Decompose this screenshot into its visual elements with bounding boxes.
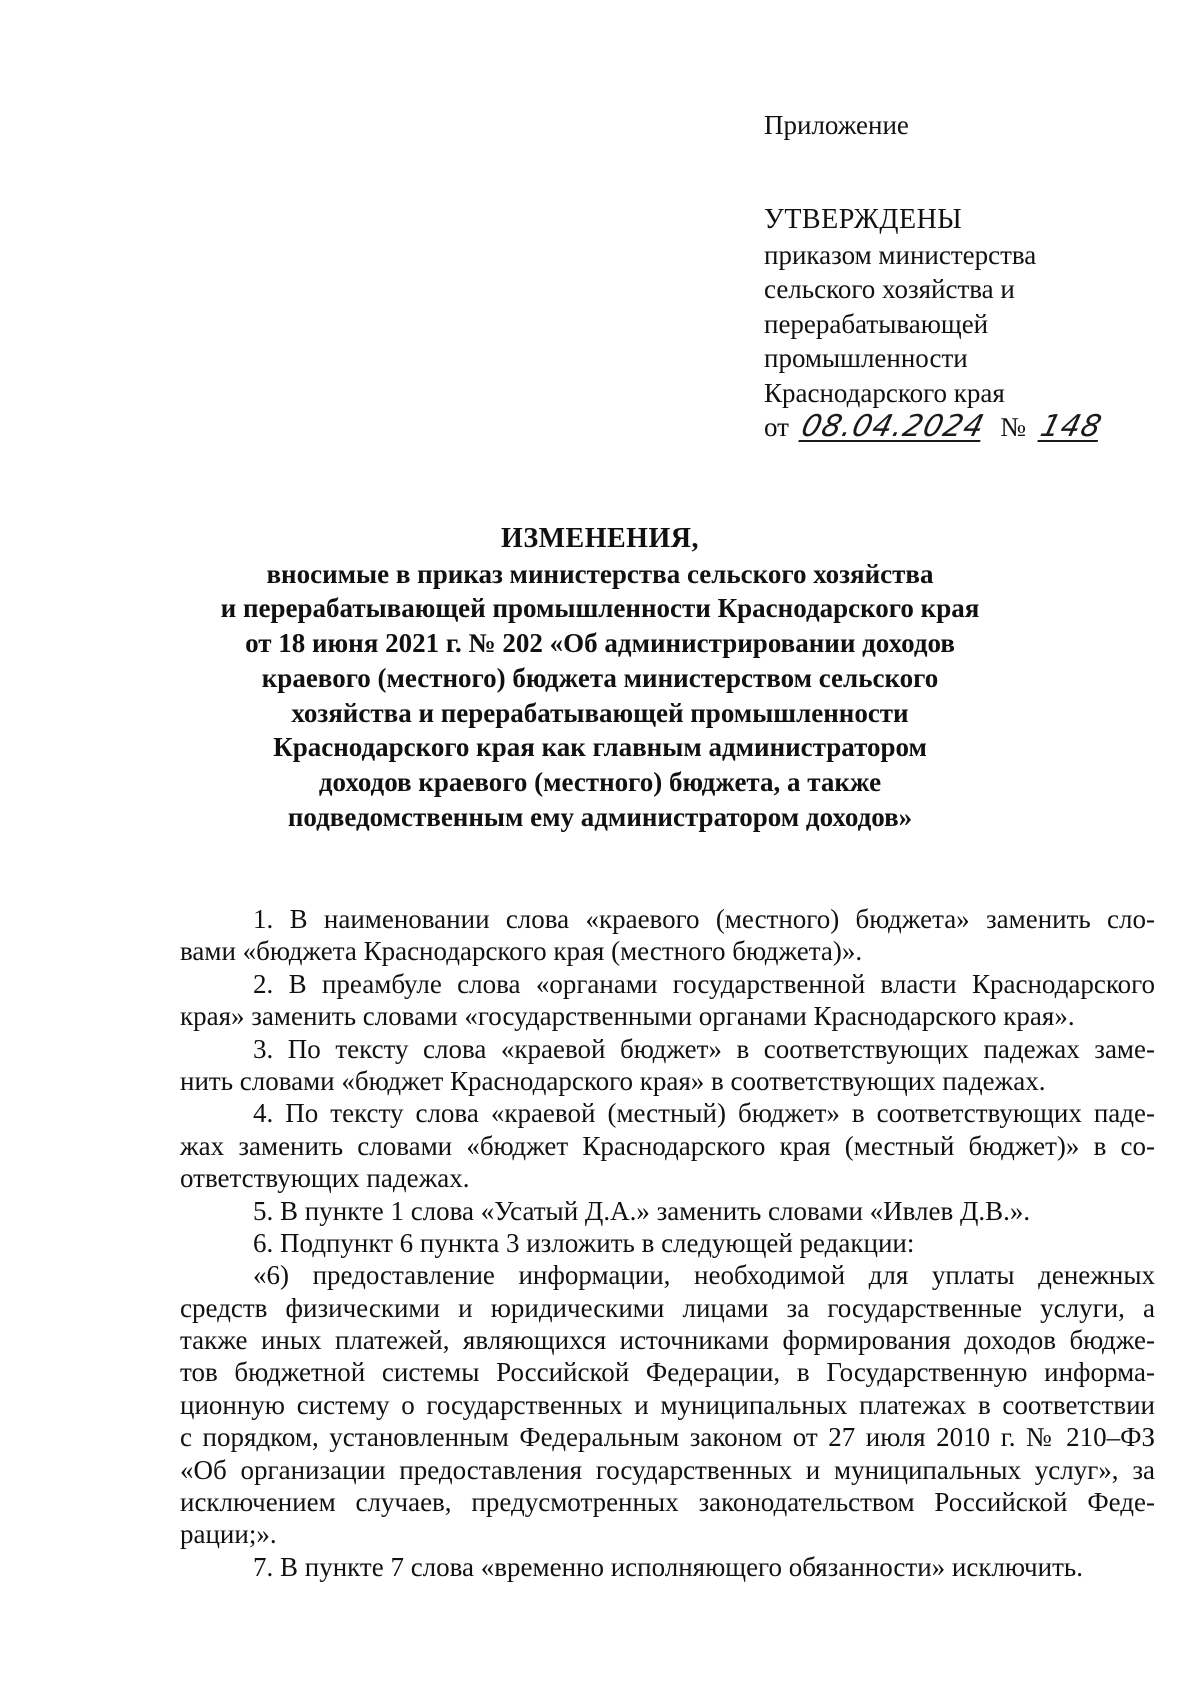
body-line: рации;». — [180, 1519, 277, 1550]
body-line: с порядком, установленным Федеральным законом от 27 июля 2010 г. № 210–ФЗ — [180, 1422, 1155, 1453]
title-line: краевого (местного) бюджета министерством сельского — [261, 662, 939, 693]
body-line: «6) предоставление информации, необходимой для уплаты денежных — [253, 1260, 1155, 1291]
approved-line: сельского хозяйства и — [764, 274, 1015, 304]
body-line: 3. По тексту слова «краевой бюджет» в соответствующих падежах заме- — [253, 1033, 1155, 1064]
body-line: ответствующих падежах. — [180, 1163, 470, 1194]
title-line: от 18 июня 2021 г. № 202 «Об администрировании доходов — [245, 628, 955, 659]
body-line: 1. В наименовании слова «краевого (местного) бюджета» заменить сло- — [253, 904, 1155, 934]
body-line: «Об организации предоставления государственных и муниципальных услуг», за — [180, 1454, 1155, 1485]
body-line: 2. В преамбуле слова «органами государственной власти Краснодарского — [253, 968, 1155, 999]
body-line: ционную систему о государственных и муниципальных платежах в соответствии — [180, 1389, 1155, 1420]
body-line: 4. По тексту слова «краевой (местный) бюджет» в соответствующих паде- — [253, 1098, 1155, 1129]
approved-line: перерабатывающей — [764, 308, 989, 339]
body-line: нить словами «бюджет Краснодарского края» в соответствующих падежах. — [180, 1065, 1046, 1096]
body-line: 7. В пункте 7 слова «временно исполняющего обязанности» исключить. — [253, 1551, 1083, 1582]
body-line: исключением случаев, предусмотренных законодательством Российской Феде- — [180, 1487, 1155, 1518]
approved-line: приказом министерства — [764, 239, 1037, 270]
document-body — [180, 903, 1155, 1583]
body-line: тов бюджетной системы Российской Федерации, в Государственную информа- — [180, 1357, 1155, 1388]
body-line: также иных платежей, являющихся источниками формирования доходов бюдже- — [180, 1325, 1155, 1356]
appendix-label: Приложение — [764, 110, 909, 140]
approved-line: промышленности — [764, 343, 968, 373]
title-line: Краснодарского края как главным администратором — [273, 732, 927, 763]
body-line: вами «бюджета Краснодарского края (местного бюджета)». — [180, 936, 863, 967]
title-line: вносимые в приказ министерства сельского хозяйства — [266, 558, 934, 589]
document-title — [200, 522, 1000, 834]
approval-block — [764, 203, 1106, 446]
title-main: ИЗМЕНЕНИЯ, — [501, 523, 699, 554]
body-line: средств физическими и юридическими лицами за государственные услуги, а — [180, 1292, 1155, 1323]
body-line: края» заменить словами «государственными органами Краснодарского края». — [180, 1001, 1075, 1032]
date-prefix: от — [764, 412, 789, 442]
date-number-line — [764, 409, 1106, 446]
title-line: доходов краевого (местного) бюджета, а также — [318, 766, 882, 797]
body-line: 5. В пункте 1 слова «Усатый Д.А.» заменить словами «Ивлев Д.В.». — [253, 1195, 1031, 1226]
approved-heading: УТВЕРЖДЕНЫ — [764, 204, 963, 235]
title-line: подведомственным ему администратором доходов» — [287, 801, 913, 832]
approved-line: Краснодарского края — [764, 377, 1005, 408]
title-line: хозяйства и перерабатывающей промышленности — [291, 697, 909, 728]
body-line: жах заменить словами «бюджет Краснодарского края (местный бюджет)» в со- — [180, 1130, 1155, 1161]
body-line: 6. Подпункт 6 пункта 3 изложить в следующей редакции: — [253, 1227, 915, 1258]
handwritten-date: 08.04.2024 — [797, 409, 989, 444]
handwritten-number: 148 — [1036, 409, 1106, 444]
number-prefix: № — [1000, 412, 1026, 442]
title-line: и перерабатывающей промышленности Краснодарского края — [220, 593, 980, 624]
